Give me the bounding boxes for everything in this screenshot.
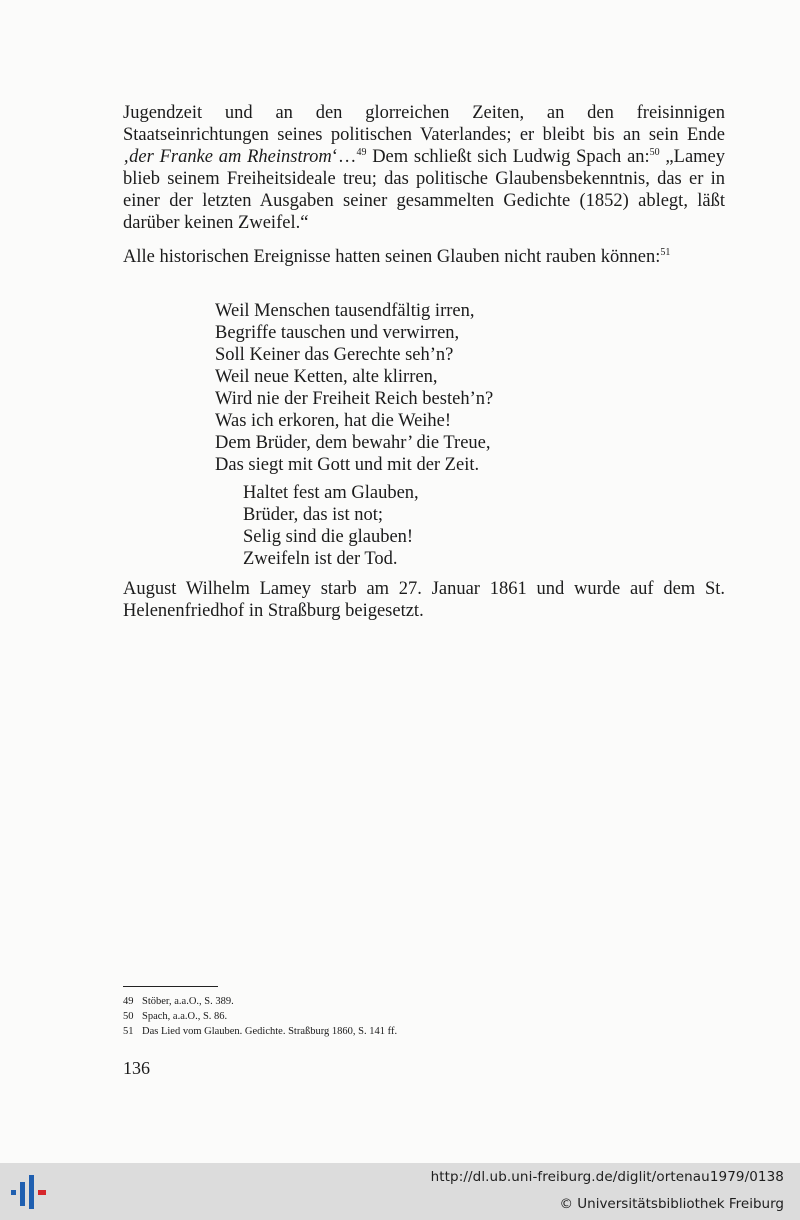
para2-text: Alle historischen Ereignisse hatten seinen Glauben nicht rauben können: [123,247,661,267]
verse-line: Brüder, das ist not; [243,505,384,525]
para1-text-d: „Lamey blieb seinem Freiheitsideale treu; das politische Glaubensbekenntnis, das er in einer der letzten Ausgaben seiner gesammelten Gedichte (1852) ablegt, läßt darüber keinen Zweifel.“ [123,147,726,233]
footnote-ref-51: 51 [660,247,671,258]
para1-text-b: ‘… [331,147,357,167]
footnote-text: Spach, a.a.O., S. 86. [142,1011,228,1022]
viewer-bar [0,1163,800,1220]
poem-stanza-1 [215,300,493,476]
footnote-number: 49 [123,996,134,1007]
verse-line: Das siegt mit Gott und mit der Zeit. [215,455,480,475]
para1-quote-italic: ‚der Franke am Rheinstrom [123,147,332,167]
footnote-50 [123,1009,397,1024]
verse-line: Weil neue Ketten, alte klirren, [215,367,438,387]
logo-bar-left-center [20,1182,25,1206]
logo-bar-right [38,1190,46,1195]
footnote-ref-49: 49 [356,147,367,158]
para3-text: August Wilhelm Lamey starb am 27. Januar 1861 und wurde auf dem St. Helenenfriedhof in Straßburg beigesetzt. [123,579,725,621]
logo-bar-left [11,1190,16,1195]
verse-line: Weil Menschen tausendfältig irren, [215,301,475,321]
footnotes [123,994,397,1039]
footnote-ref-50: 50 [649,147,660,158]
ub-freiburg-logo-icon [10,1174,50,1210]
verse-line: Zweifeln ist der Tod. [243,549,398,569]
para1-text-a: Jugendzeit und an den glorreichen Zeiten, an den freisinnigen Staatseinrichtungen seines politischen Vaterlandes; er bleibt bis an sein Ende [123,103,725,145]
verse-line: Dem Brüder, dem bewahr’ die Treue, [215,433,491,453]
body-paragraph-2 [123,246,725,268]
page-number: 136 [123,1058,150,1078]
para1-text-c: Dem schließt sich Ludwig Spach an: [366,147,650,167]
footnote-number: 50 [123,1011,134,1022]
verse-line: Selig sind die glauben! [243,527,414,547]
verse-line: Soll Keiner das Gerechte seh’n? [215,345,454,365]
footnote-rule [123,986,218,987]
document-url[interactable]: http://dl.ub.uni-freiburg.de/diglit/ortenau1979/0138 [430,1169,784,1185]
footnote-number: 51 [123,1026,134,1037]
footnote-51 [123,1024,397,1039]
verse-line: Was ich erkoren, hat die Weihe! [215,411,452,431]
footnote-text: Das Lied vom Glauben. Gedichte. Straßburg 1860, S. 141 ff. [142,1026,398,1037]
verse-line: Haltet fest am Glauben, [243,483,419,503]
logo-bar-right-center [29,1175,34,1209]
verse-line: Begriffe tauschen und verwirren, [215,323,460,343]
footnote-49 [123,994,397,1009]
verse-line: Wird nie der Freiheit Reich besteh’n? [215,389,494,409]
body-paragraph-3 [123,578,725,622]
copyright-notice: © Universitätsbibliothek Freiburg [559,1196,784,1212]
poem-stanza-2 [243,482,419,570]
body-paragraph-1 [123,102,725,234]
footnote-text: Stöber, a.a.O., S. 389. [142,996,234,1007]
